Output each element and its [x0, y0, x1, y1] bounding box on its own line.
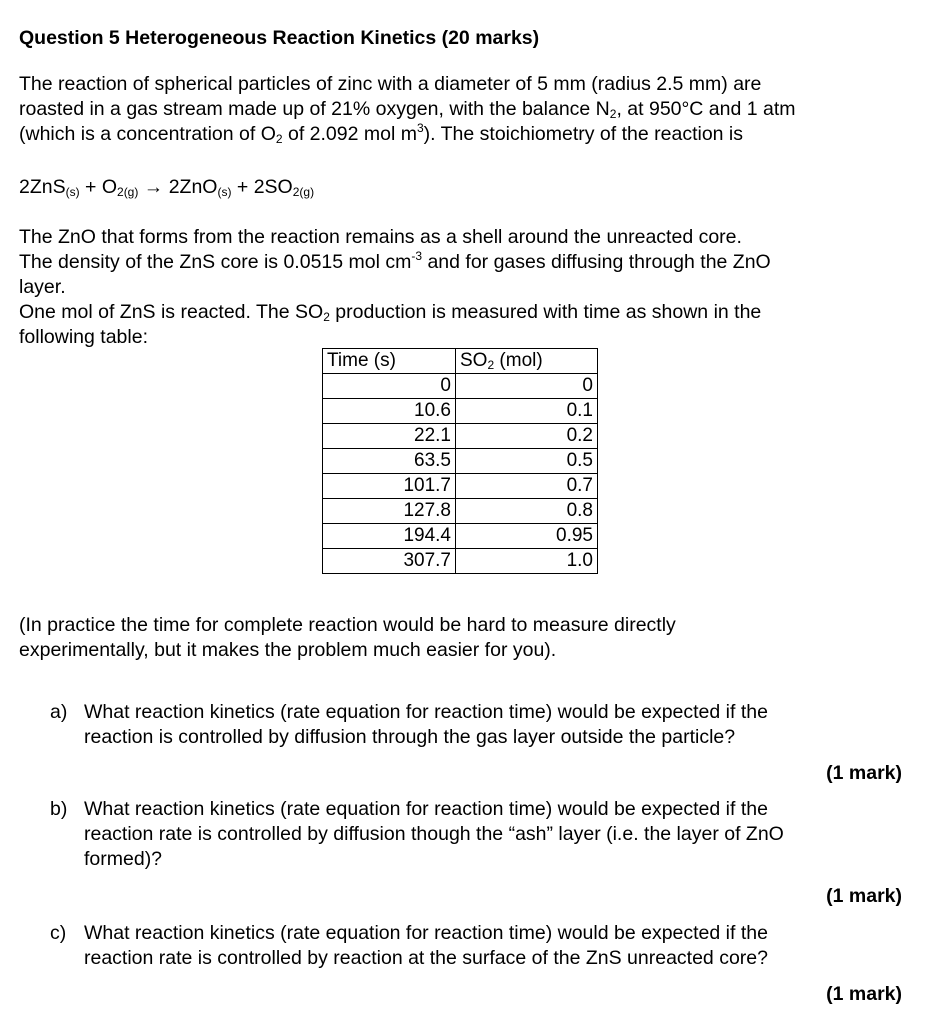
- question-b-line-3: formed)?: [84, 848, 163, 870]
- question-a-line-2: reaction is controlled by diffusion through the gas layer outside the particle?: [84, 726, 736, 748]
- note-line-1: (In practice the time for complete reaction would be hard to measure directly: [19, 614, 676, 636]
- cell-time: 127.8: [323, 499, 456, 524]
- table-header-row: [323, 349, 598, 374]
- table-row: [323, 424, 598, 449]
- cell-so2: 0.5: [456, 449, 598, 474]
- table-row: [323, 524, 598, 549]
- para2-line-3: layer.: [19, 276, 66, 298]
- table-row: [323, 399, 598, 424]
- question-a-marks: (1 mark): [826, 762, 902, 784]
- question-title: Question 5 Heterogeneous Reaction Kinetics (20 marks): [19, 27, 540, 49]
- header-so2: $SO_2$ (mol): [456, 349, 598, 374]
- intro-line-1: The reaction of spherical particles of zinc with a diameter of 5 mm (radius 2.5 mm) are: [19, 73, 762, 95]
- cell-time: 0: [323, 374, 456, 399]
- cell-so2: 0.1: [456, 399, 598, 424]
- cell-so2: 0.8: [456, 499, 598, 524]
- cell-so2: 1.0: [456, 549, 598, 574]
- table-row: [323, 549, 598, 574]
- question-b-label: b): [50, 798, 68, 820]
- question-c-label: c): [50, 922, 67, 944]
- cell-time: 10.6: [323, 399, 456, 424]
- question-b-line-1: What reaction kinetics (rate equation for reaction time) would be expected if the: [84, 798, 768, 820]
- question-c-line-1: What reaction kinetics (rate equation for reaction time) would be expected if the: [84, 922, 768, 944]
- header-time: Time (s): [323, 349, 456, 374]
- cell-so2: 0.2: [456, 424, 598, 449]
- intro-line-2: roasted in a gas stream made up of 21% oxygen, with the balance $N_2$, at 950°C and 1 atm: [19, 98, 796, 121]
- question-b-line-2: reaction rate is controlled by diffusion though the “ash” layer (i.e. the layer of ZnO: [84, 823, 784, 845]
- cell-time: 101.7: [323, 474, 456, 499]
- table-row: [323, 374, 598, 399]
- question-a-line-1: What reaction kinetics (rate equation for reaction time) would be expected if the: [84, 701, 768, 723]
- para2-line-1: The ZnO that forms from the reaction remains as a shell around the unreacted core.: [19, 226, 742, 248]
- cell-time: 63.5: [323, 449, 456, 474]
- question-a-label: a): [50, 701, 68, 723]
- table-row: [323, 474, 598, 499]
- cell-so2: 0.95: [456, 524, 598, 549]
- cell-time: 22.1: [323, 424, 456, 449]
- para2-line-2: The density of the ZnS core is 0.0515 mol $cm^{-3}$ and for gases diffusing through the ZnO: [19, 249, 771, 273]
- note-line-2: experimentally, but it makes the problem much easier for you).: [19, 639, 557, 661]
- cell-so2: 0: [456, 374, 598, 399]
- cell-so2: 0.7: [456, 474, 598, 499]
- intro-line-3: (which is a concentration of $O_2$ of 2.092 mol $m^3$). The stoichiometry of the reaction is: [19, 121, 744, 146]
- question-c-line-2: reaction rate is controlled by reaction at the surface of the ZnS unreacted core?: [84, 947, 768, 969]
- para2-line-5: following table:: [19, 326, 148, 348]
- para2-line-4: One mol of ZnS is reacted. The $SO_2$ production is measured with time as shown in the: [19, 301, 762, 324]
- question-b-marks: (1 mark): [826, 885, 902, 907]
- table-row: [323, 449, 598, 474]
- cell-time: 307.7: [323, 549, 456, 574]
- cell-time: 194.4: [323, 524, 456, 549]
- question-c-marks: (1 mark): [826, 983, 902, 1005]
- so2-production-table: [322, 348, 598, 574]
- table-row: [323, 499, 598, 524]
- reaction-equation: 2ZnS(s) + O2(g) → 2ZnO(s) + 2SO2(g): [19, 176, 315, 199]
